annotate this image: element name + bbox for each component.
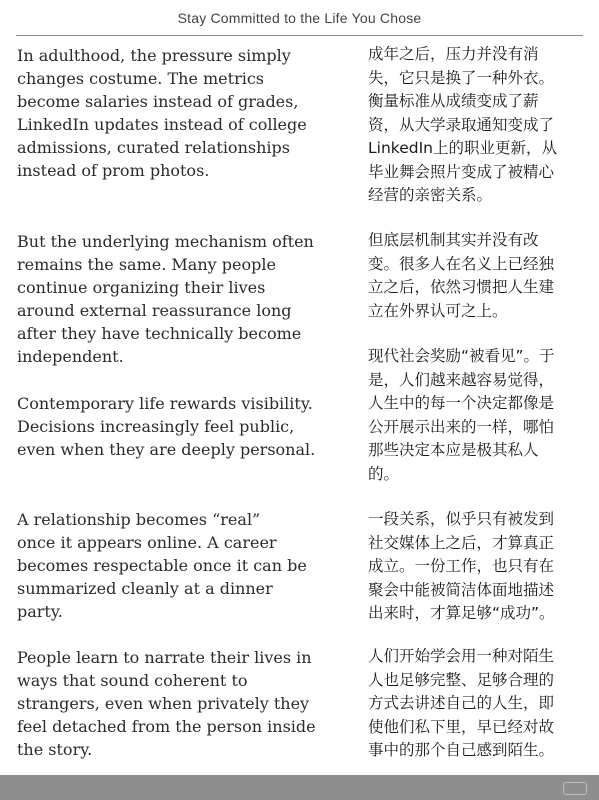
chinese-paragraph-5: 人们开始学会用一种对陌生 人也足够完整、足够合理的 方式去讲述自己的人生，即 使他们私下里，早已经对故 事中的那个自己感到陌生。 [368,647,555,759]
watermark-icon [563,782,587,795]
english-paragraph-4: A relationship becomes “real” once it appears online. A career becomes respectable once it can be summarized cleanly at a dinner party. [17,510,307,621]
footer-bar [0,775,599,800]
chinese-paragraph-2: 但底层机制其实并没有改 变。很多人在名义上已经独 立之后，依然习惯把人生建 立在外界认可之上。 [368,231,555,320]
page-header [0,0,599,36]
chinese-paragraph-3: 现代社会奖励“被看见”。于 是，人们越来越容易觉得， 人生中的每一个决定都像是 公开展示出来的一样，哪怕 那些决定本应是极其私人 的。 [368,347,555,483]
page-title: Stay Committed to the Life You Chose [177,10,422,26]
header-divider [16,35,583,36]
chinese-paragraph-4: 一段关系，似乎只有被发到 社交媒体上之后，才算真正 成立。一份工作，也只有在 聚会中能被简洁体面地描述 出来时，才算足够“成功”。 [368,510,555,622]
english-paragraph-2: But the underlying mechanism often remains the same. Many people continue organizing their lives around external reassurance long after they have technically become independent. [17,232,314,366]
english-paragraph-3: Contemporary life rewards visibility. Decisions increasingly feel public, even when they are deeply personal. [17,394,316,459]
english-paragraph-1: In adulthood, the pressure simply changes costume. The metrics become salaries instead of grades, LinkedIn updates instead of college admissions, curated relationships instead of prom photos. [17,46,307,180]
chinese-paragraph-1: 成年之后，压力并没有消 失，它只是换了一种外衣。 衡量标准从成绩变成了薪 资，从大学录取通知变成了 LinkedIn上的职业更新，从 毕业舞会照片变成了被精心 经营的亲密关系。 [368,45,557,204]
english-paragraph-5: People learn to narrate their lives in ways that sound coherent to strangers, even when privately they feel detached from the person inside the story. [17,648,316,759]
